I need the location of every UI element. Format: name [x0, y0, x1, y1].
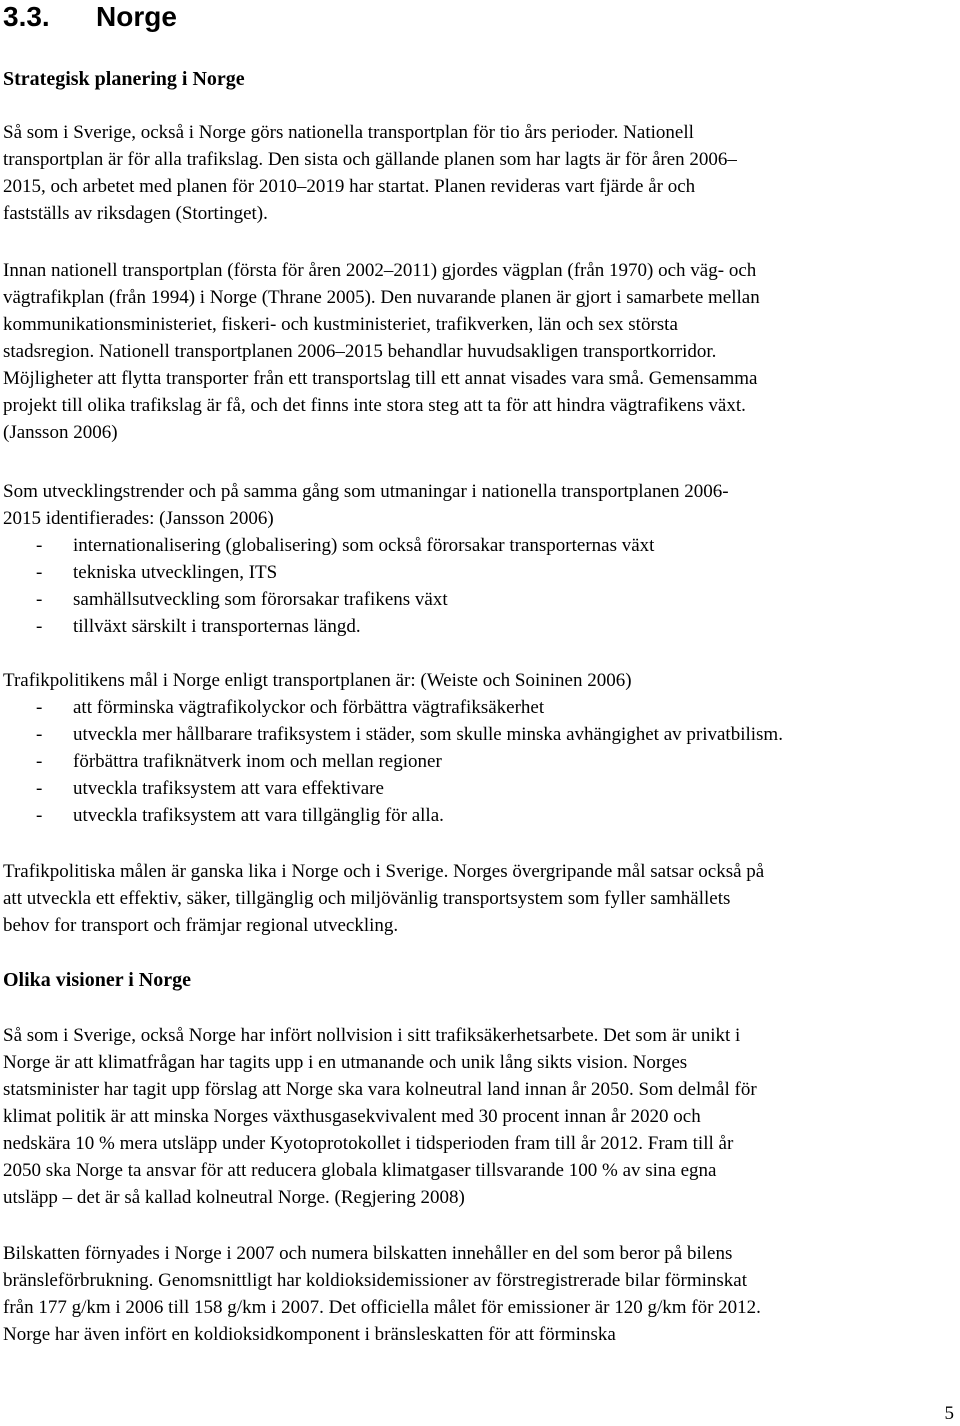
visions-heading: Olika visioner i Norge	[3, 969, 191, 991]
list-dash: -	[36, 535, 43, 556]
list-item: - utveckla mer hållbarare trafiksystem i städer, som skulle minska avhängighet av privatbilism.	[3, 721, 783, 748]
list-dash: -	[36, 724, 43, 745]
list-dash: -	[36, 562, 43, 583]
text-line: nedskära 10 % mera utsläpp under Kyotoprotokollet i tidsperioden fram till år 2012. Fram till år	[3, 1133, 734, 1154]
text-line: projekt till olika trafikslag är få, och det finns inte stora steg att ta för att hindra vägtrafikens växt.	[3, 395, 746, 416]
text-line: transportplan är för alla trafikslag. Den sista och gällande planen som har lagts är för åren 2006–	[3, 149, 737, 170]
section-title: Norge	[96, 1, 177, 32]
section-heading	[3, 0, 177, 34]
list-item: - tekniska utvecklingen, ITS	[3, 559, 654, 586]
strategic-paragraph-3	[3, 478, 729, 532]
strategic-paragraph-5	[3, 858, 764, 939]
goals-list	[3, 694, 783, 829]
visions-paragraph-2	[3, 1240, 761, 1348]
list-dash: -	[36, 805, 43, 826]
list-item: - förbättra trafiknätverk inom och mellan regioner	[3, 748, 783, 775]
strategic-paragraph-2	[3, 257, 760, 446]
text-line: bränsleförbrukning. Genomsnittligt har koldioksidemissioner av förstregistrerade bilar förminskat	[3, 1270, 747, 1291]
text-line: 2015 identifierades: (Jansson 2006)	[3, 508, 274, 529]
list-dash: -	[36, 589, 43, 610]
list-dash: -	[36, 778, 43, 799]
text-line: Så som i Sverige, också i Norge görs nationella transportplan för tio års perioder. Nationell	[3, 122, 694, 143]
text-line: klimat politik är att minska Norges växthusgasekvivalent med 30 procent innan år 2020 och	[3, 1106, 701, 1127]
text-line: utsläpp – det är så kallad kolneutral Norge. (Regjering 2008)	[3, 1187, 465, 1208]
text-line: kommunikationsministeriet, fiskeri- och kustministeriet, trafikverken, län och sex största	[3, 314, 678, 335]
text-line: att utveckla ett effektiv, säker, tillgänglig och miljövänlig transportsystem som fyller samhällets	[3, 888, 731, 909]
list-item: - utveckla trafiksystem att vara effektivare	[3, 775, 783, 802]
list-item: - internationalisering (globalisering) som också förorsakar transporternas växt	[3, 532, 654, 559]
list-dash: -	[36, 751, 43, 772]
strategic-paragraph-4	[3, 667, 632, 694]
text-line: stadsregion. Nationell transportplanen 2006–2015 behandlar huvudsakligen transportkorridor.	[3, 341, 717, 362]
text-line: Innan nationell transportplan (första för åren 2002–2011) gjordes vägplan (från 1970) och väg- och	[3, 260, 757, 281]
text-line: behov for transport och främjar regional utveckling.	[3, 915, 399, 936]
text-line: Norge är att klimatfrågan har tagits upp i en utmanande och unik lång sikts vision. Norges	[3, 1052, 688, 1073]
page-number: 5	[944, 1403, 954, 1424]
list-item: - tillväxt särskilt i transporternas längd.	[3, 613, 654, 640]
list-dash: -	[36, 616, 43, 637]
text-line: 2050 ska Norge ta ansvar för att reducera globala klimatgaser tillsvarande 100 % av sina egna	[3, 1160, 717, 1181]
text-line: statsminister har tagit upp förslag att Norge ska vara kolneutral land innan år 2050. Som delmål för	[3, 1079, 757, 1100]
list-dash: -	[36, 697, 43, 718]
text-line: vägtrafikplan (från 1994) i Norge (Thrane 2005). Den nuvarande planen är gjort i samarbete mellan	[3, 287, 760, 308]
text-line: Möjligheter att flytta transporter från ett transportslag till ett annat visades vara små. Gemensamma	[3, 368, 758, 389]
text-line: (Jansson 2006)	[3, 422, 118, 443]
section-number: 3.3.	[3, 1, 50, 32]
list-item: - utveckla trafiksystem att vara tillgänglig för alla.	[3, 802, 783, 829]
strategic-heading: Strategisk planering i Norge	[3, 68, 245, 90]
text-line: från 177 g/km i 2006 till 158 g/km i 2007. Det officiella målet för emissioner är 120 g/km för 2012.	[3, 1297, 761, 1318]
strategic-paragraph-1	[3, 119, 737, 227]
text-line: 2015, och arbetet med planen för 2010–2019 har startat. Planen revideras vart fjärde år och	[3, 176, 696, 197]
text-line: Trafikpolitiska målen är ganska lika i Norge och i Sverige. Norges övergripande mål satsar också på	[3, 861, 765, 882]
trends-list	[3, 532, 654, 640]
text-line: fastställs av riksdagen (Stortinget).	[3, 203, 268, 224]
list-item: - att förminska vägtrafikolyckor och förbättra vägtrafiksäkerhet	[3, 694, 783, 721]
text-line: Trafikpolitikens mål i Norge enligt transportplanen är: (Weiste och Soininen 2006)	[3, 670, 632, 691]
text-line: Norge har även infört en koldioksidkomponent i bränsleskatten för att förminska	[3, 1324, 616, 1345]
list-item: - samhällsutveckling som förorsakar trafikens växt	[3, 586, 654, 613]
text-line: Som utvecklingstrender och på samma gång som utmaningar i nationella transportplanen 2006-	[3, 481, 729, 502]
text-line: Bilskatten förnyades i Norge i 2007 och numera bilskatten innehåller en del som beror på bilens	[3, 1243, 733, 1264]
visions-paragraph-1	[3, 1022, 757, 1211]
text-line: Så som i Sverige, också Norge har infört nollvision i sitt trafiksäkerhetsarbete. Det som är unikt i	[3, 1025, 741, 1046]
